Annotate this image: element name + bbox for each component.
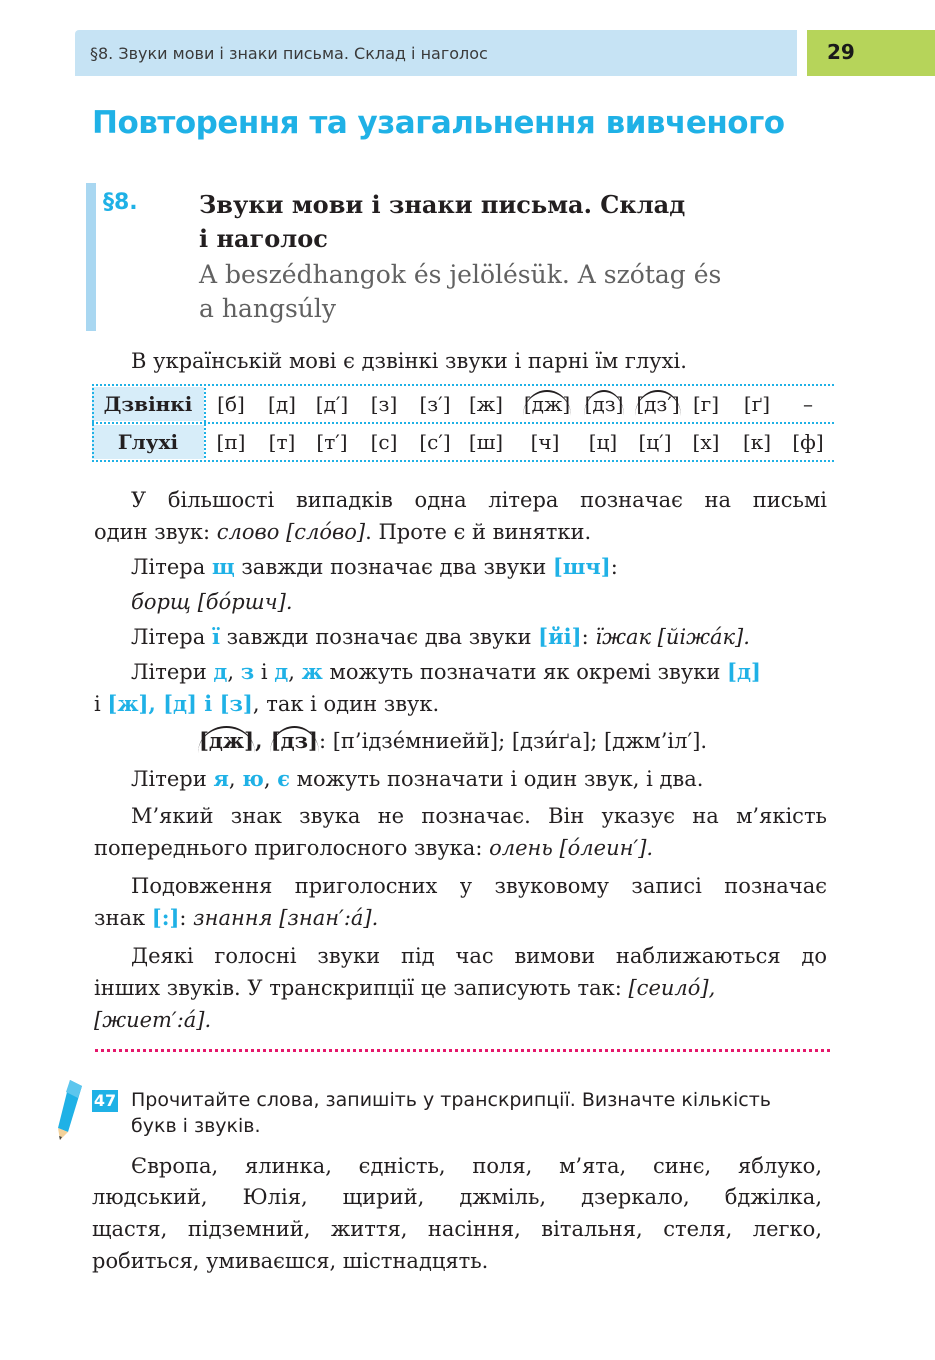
- p7-line1: М’який знак звука не позначає. Він указує на м’якість: [131, 804, 827, 828]
- voiced-cell: [г]: [692, 392, 720, 416]
- paragraph-title-line2: і наголос: [199, 224, 328, 253]
- p9-line1: Деякі голосні звуки під час вимови наближаються до: [131, 944, 827, 968]
- voiceless-cell: [п]: [216, 430, 246, 454]
- voiceless-cell: [ч]: [530, 430, 560, 454]
- voiced-cell-affricate: [дж]: [523, 392, 571, 416]
- p7-line2: попереднього приголосного звука: олень [о́леин′].: [94, 836, 654, 860]
- voiceless-cell: [х]: [692, 430, 720, 454]
- paragraph-subtitle-line2: a hangsúly: [199, 294, 337, 323]
- voiceless-cell: [с′]: [419, 430, 451, 454]
- p8-line2: знак [:]: знання [знан′:а́].: [94, 905, 379, 930]
- page-number: 29: [827, 40, 855, 64]
- voiceless-cell: [т′]: [316, 430, 348, 454]
- p4-line1: Літери д, з і д, ж можуть позначати як окремі звуки [д]: [131, 659, 761, 684]
- voiceless-cell: [к]: [742, 430, 772, 454]
- p1-line2: один звук: слово [сло́во]. Проте є й винятки.: [94, 520, 592, 544]
- voiced-cell: [ґ]: [743, 392, 771, 416]
- exercise-words-line3: щастя, підземний, життя, насіння, вітальня, стеля, легко,: [92, 1217, 822, 1241]
- table-left-border: [92, 384, 94, 462]
- exercise-instruction: Прочитайте слова, запишіть у транскрипції. Визначте кількість букв і звуків.: [131, 1089, 771, 1137]
- exercise-number: 47: [93, 1091, 117, 1110]
- p9-line2: інших звуків. У транскрипції це записують так: [сеило́],: [94, 976, 716, 1000]
- p2-line1: Літера щ завжди позначає два звуки [шч]:: [131, 554, 618, 579]
- voiced-cell: [б]: [217, 392, 245, 416]
- voiced-cell: [з]: [370, 392, 398, 416]
- section-heading: Повторення та узагальнення вивченого: [92, 105, 785, 141]
- exercise-words-line2: людський, Юлія, щирий, джміль, дзеркало, бджілка,: [92, 1185, 822, 1209]
- voiced-cell: [д′]: [315, 392, 349, 416]
- voiceless-cell: [ф]: [792, 430, 824, 454]
- paragraph-subtitle-line1: A beszédhangok és jelölésük. A szótag és: [199, 260, 722, 289]
- p5-affricates: [дж], [дз]: [п’ідзе́мниейй]; [дзи́ґа]; [джм’іл′].: [199, 728, 708, 753]
- voiceless-cell: [ц′]: [638, 430, 672, 454]
- p1-line1: У більшості випадків одна літера позначає на письмі: [131, 488, 827, 512]
- voiced-label: Дзвінкі: [92, 387, 204, 421]
- paragraph-accent-bar: [86, 183, 96, 331]
- exercise-words-line4: робиться, умиваєшся, шістнадцять.: [92, 1249, 489, 1273]
- voiced-cell: [д]: [268, 392, 296, 416]
- section-divider: [95, 1049, 830, 1052]
- voiced-cell-affricate: [дз′]: [636, 392, 680, 416]
- voiceless-cell: [с]: [370, 430, 398, 454]
- voiceless-cell: [т]: [268, 430, 296, 454]
- paragraph-number: §8.: [103, 190, 138, 215]
- p3-line: Літера ї завжди позначає два звуки [йі]: їжак [йіжа́к].: [131, 624, 750, 649]
- voiced-cell-affricate: [дз]: [584, 392, 624, 416]
- voiced-cell: [з′]: [419, 392, 451, 416]
- voiced-cell: –: [803, 392, 813, 416]
- header-title: §8. Звуки мови і знаки письма. Склад і наголос: [90, 44, 488, 63]
- page-number-box: [807, 30, 935, 76]
- exercise-words-line1: Європа, ялинка, єдність, поля, м’ята, синє, яблуко,: [131, 1154, 822, 1178]
- paragraph-title-line1: Звуки мови і знаки письма. Склад: [199, 190, 686, 219]
- voiceless-cell: [ш]: [468, 430, 504, 454]
- voiceless-label: Глухі: [92, 425, 204, 459]
- intro-text: В українській мові є дзвінкі звуки і парні їм глухі.: [131, 349, 687, 373]
- p2-example: борщ [бо́ршч].: [131, 590, 293, 614]
- p6-line: Літери я, ю, є можуть позначати і один звук, і два.: [131, 766, 704, 791]
- paragraph-subtitle: [199, 258, 779, 326]
- p9-line3: [жиет′:а́].: [94, 1008, 212, 1032]
- pencil-icon: [56, 1078, 84, 1142]
- p8-line1: Подовження приголосних у звуковому записі позначає: [131, 874, 827, 898]
- paragraph-title: [199, 188, 759, 256]
- p4-line2: і [ж], [д] і [з], так і один звук.: [94, 691, 440, 716]
- voiceless-cell: [ц]: [588, 430, 618, 454]
- voiced-cell: [ж]: [468, 392, 503, 416]
